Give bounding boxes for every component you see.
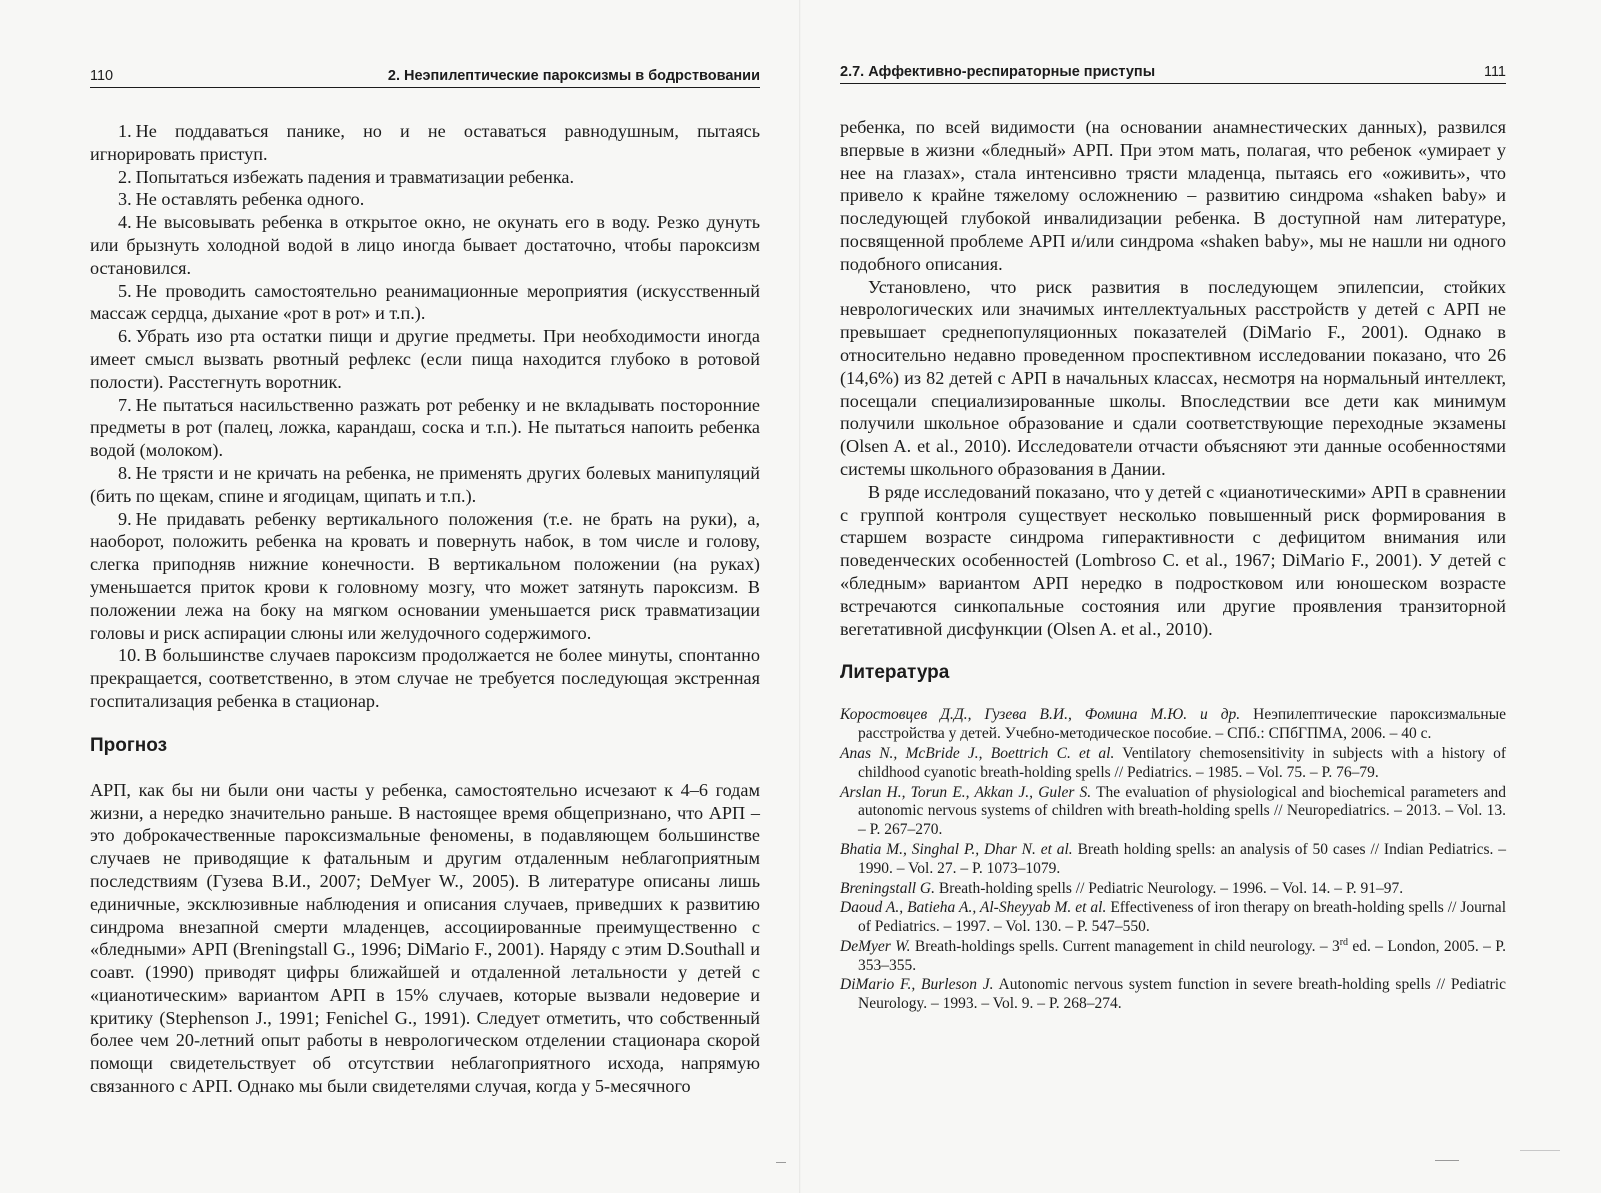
literature-heading: Литература [840,662,950,684]
list-item: 3. Не оставлять ребенка одного. [118,189,365,210]
list-item: 9. Не придавать ребенку вертикального положения (т.е. не брать на руки), а, наоборот, положить ребенка на кровать и повернуть набок, в том числе и голову, слегка приподняв нижние конечности. В вертикальном положении (на руках) уменьшается приток крови к головному мозгу, что может затянуть пароксизм. В положении лежа на боку на мягком основании уменьшается риск травматизации головы и риск аспирации слюны или желудочного содержимого. [90,508,760,643]
body-paragraph: ребенка, по всей видимости (на основании анамнестических данных), развился впервые в жизни «бледный» АРП. При этом мать, полагая, что ребенок «умирает у нее на глазах», стала интенсивно трясти младенца, пытаясь его «оживить», что привело к крайне тяжелому осложнению – развитию синдрома «shaken baby» и последующей глубокой инвалидизации ребенка. В доступной нам литературе, посвященной проблеме АРП и/или синдрома «shaken baby», мы не нашли ни одного подобного описания. [840,117,1506,274]
list-item: 8. Не трясти и не кричать на ребенка, не применять других болевых манипуляций (бить по щекам, спине и ягодицам, щипать и т.п.). [90,462,760,506]
list-item: 6. Убрать изо рта остатки пищи и другие предметы. При необходимости иногда имеет смысл вызвать рвотный рефлекс (если пища находится глубоко в ротовой полости). Расстегнуть воротник. [90,326,760,392]
list-item: 4. Не высовывать ребенка в открытое окно, не окунать его в воду. Резко дунуть или брызнуть холодной водой в лицо иногда бывает достаточно, чтобы пароксизм остановился. [90,212,760,278]
left-running-title: 2. Неэпилептические пароксизмы в бодрствовании [387,68,760,84]
body-paragraph: В ряде исследований показано, что у детей с «цианотическими» АРП в сравнении с группой контроля существует несколько повышенный риск формирования в старшем возрасте синдрома гиперактивности с дефицитом внимания или поведенческих особенностей (Lombroso C. et al., 1967; DiMario F., 2001). У детей с «бледным» вариантом АРП нередко в подростковом или юношеском возрасте встречаются синкопальные состояния или другие проявления транзиторной вегетативной дисфункции (Olsen A. et al., 2010). [840,481,1506,639]
scan-mark [776,1162,786,1163]
list-item: 5. Не проводить самостоятельно реанимационные мероприятия (искусственный массаж сердца, дыхание «рот в рот» и т.п.). [90,280,760,324]
scan-mark [1520,1150,1560,1151]
list-item: 2. Попытаться избежать падения и травматизации ребенка. [118,166,575,187]
prognosis-paragraph: АРП, как бы ни были они часты у ребенка, самостоятельно исчезают к 4–6 годам жизни, а нередко значительно раньше. В настоящее время общепризнано, что АРП – это доброкачественные пароксизмальные феномены, в подавляющем большинстве случаев не приводящие к фатальным и другим отдаленным неблагоприятным последствиям (Гузева В.И., 2007; DeMyer W., 2005). В литературе описаны лишь единичные, эксклюзивные наблюдения и описания случаев, приведших к развитию синдрома внезапной смерти младенцев, ассоциированные преимущественно с «бледными» АРП (Breningstall G., 1996; DiMario F., 2001). Наряду с этим D.Southall и соавт. (1990) приводят цифры ближайшей и отдаленной летальности у детей с «цианотическим» вариантом АРП в 15% случаев, которые вызвали недоверие и критику (Stephenson J., 1991; Fenichel G., 1991). Следует отметить, что собственный более чем 20-летний опыт работы в неврологическом отделении стационара скорой помощи свидетельствует об отсутствии неблагоприятного исхода, напрямую связанного с АРП. Однако мы были свидетелями случая, когда у 5-месячного [90,779,760,1097]
reference-item: Коростовцев Д.Д., Гузева В.И., Фомина М.Ю. и др. Неэпилептические пароксизмальные расстройства у детей. Учебно-методическое пособие. – СПб.: СПбГПМА, 2006. – 40 с. [840,706,1507,743]
body-paragraph: Установлено, что риск развития в последующем эпилепсии, стойких неврологических или значимых интеллектуальных расстройств у детей с АРП не превышает среднепопуляционных показателей (DiMario F., 2001). Однако в относительно недавно проведенном проспективном исследовании показано, что 26 (14,6%) из 82 детей с АРП в начальных классах, несмотря на нормальный интеллект, посещали специализированные школы. Впоследствии все дети как минимум получили школьное образование и сдали соответствующие переходные экзамены (Olsen A. et al., 2010). Исследователи отчасти объясняют эти данные особенностями системы школьного образования в Дании. [840,276,1506,479]
reference-item: Arslan H., Torun E., Akkan J., Guler S. The evaluation of physiological and biochemical parameters and autonomic nervous systems of children with breath-holding spells // Neuropediatrics. – 2013. – Vol. 13. – P. 267–270. [840,783,1506,839]
prognosis-heading: Прогноз [90,734,168,756]
reference-item: Anas N., McBride J., Boettrich C. et al. Ventilatory chemosensitivity in subjects with a history of childhood cyanotic breath-holding spells // Pediatrics. – 1985. – Vol. 75. – P. 76–79. [840,744,1506,781]
right-page-number: 111 [1483,64,1506,80]
reference-item: Daoud A., Batieha A., Al-Sheyyab M. et al. Effectiveness of iron therapy on breath-holding spells // Journal of Pediatrics. – 1997. – Vol. 130. – P. 547–550. [840,899,1506,936]
left-page-number: 110 [90,68,114,84]
reference-item: DeMyer W. Breath-holdings spells. Current management in child neurology. – 3rd ed. – London, 2005. – P. 353–355. [840,936,1507,974]
list-item: 7. Не пытаться насильственно разжать рот ребенку и не вкладывать посторонние предметы в рот (палец, ложка, карандаш, соска и т.п.). Не пытаться напоить ребенка водой (молоком). [90,394,760,461]
list-item: 1. Не поддаваться панике, но и не оставаться равнодушным, пытаясь игнорировать приступ. [90,121,760,164]
reference-list [840,706,1506,1014]
reference-item: Breningstall G. Breath-holding spells // Pediatric Neurology. – 1996. – Vol. 14. – P. 91–97. [840,879,1404,897]
right-page [800,0,1601,1193]
list-item: 10. В большинстве случаев пароксизм продолжается не более минуты, спонтанно прекращается, соответственно, в этом случае не требуется последующая экстренная госпитализация ребенка в стационар. [90,645,760,711]
reference-item: Bhatia M., Singhal P., Dhar N. et al. Breath holding spells: an analysis of 50 cases // Indian Pediatrics. – 1990. – Vol. 27. – P. 1073–1079. [840,840,1506,877]
scan-mark [1435,1160,1459,1161]
first-aid-list [90,120,760,713]
left-running-head [90,68,760,88]
right-running-head [840,64,1506,84]
left-page [0,0,800,1193]
reference-item: DiMario F., Burleson J. Autonomic nervous system function in severe breath-holding spells // Pediatric Neurology. – 1993. – Vol. 9. – P. 268–274. [840,976,1506,1013]
right-running-title: 2.7. Аффективно-респираторные приступы [840,64,1156,80]
